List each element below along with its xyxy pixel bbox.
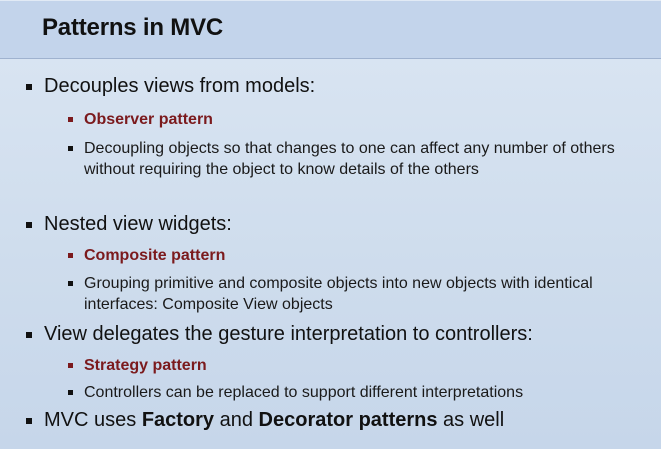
section-nested-view-widgets: [0, 212, 661, 315]
pattern-name: Strategy pattern: [84, 357, 207, 374]
square-bullet-icon: [68, 281, 73, 286]
pattern-detail: Controllers can be replaced to support different interpretations: [84, 384, 524, 401]
pattern-name: Composite pattern: [84, 247, 226, 264]
slide-content: [0, 74, 661, 449]
square-bullet-icon: [26, 222, 32, 228]
square-bullet-icon: [26, 332, 32, 338]
slide-title-bar: [0, 0, 661, 59]
pattern-name: Observer pattern: [84, 111, 213, 128]
final-and: and: [214, 409, 259, 431]
section-decouples-views: [0, 74, 661, 180]
section-heading: Decouples views from models:: [44, 75, 316, 97]
square-bullet-icon: [68, 253, 73, 258]
square-bullet-icon: [26, 418, 32, 424]
square-bullet-icon: [26, 84, 32, 90]
final-prefix: MVC uses: [44, 409, 142, 431]
pattern-detail: Grouping primitive and composite objects into new objects with identical interfaces: Composite View objects: [84, 275, 593, 313]
section-view-delegates: [0, 322, 661, 403]
level1-item: [0, 408, 661, 433]
level2-detail-item: [0, 138, 661, 180]
level1-item: [0, 212, 661, 237]
square-bullet-icon: [68, 390, 73, 395]
slide-title: Patterns in MVC: [42, 14, 224, 41]
decorator-emphasis: Decorator patterns: [258, 409, 438, 431]
level2-pattern-item: [0, 355, 661, 376]
factory-emphasis: Factory: [141, 409, 215, 431]
level2-pattern-item: [0, 245, 661, 266]
square-bullet-icon: [68, 117, 73, 122]
level2-detail-item: [0, 273, 661, 315]
section-heading: View delegates the gesture interpretation to controllers:: [44, 323, 533, 345]
level1-item: [0, 322, 661, 347]
square-bullet-icon: [68, 146, 73, 151]
level1-item: [0, 74, 661, 99]
level2-pattern-item: [0, 109, 661, 130]
pattern-detail: Decoupling objects so that changes to one can affect any number of others without requiring the object to know details of the others: [84, 140, 615, 178]
section-mvc-uses: [0, 408, 661, 433]
level2-detail-item: [0, 382, 661, 403]
section-heading: Nested view widgets:: [44, 213, 232, 235]
final-suffix: as well: [437, 409, 505, 431]
square-bullet-icon: [68, 363, 73, 368]
